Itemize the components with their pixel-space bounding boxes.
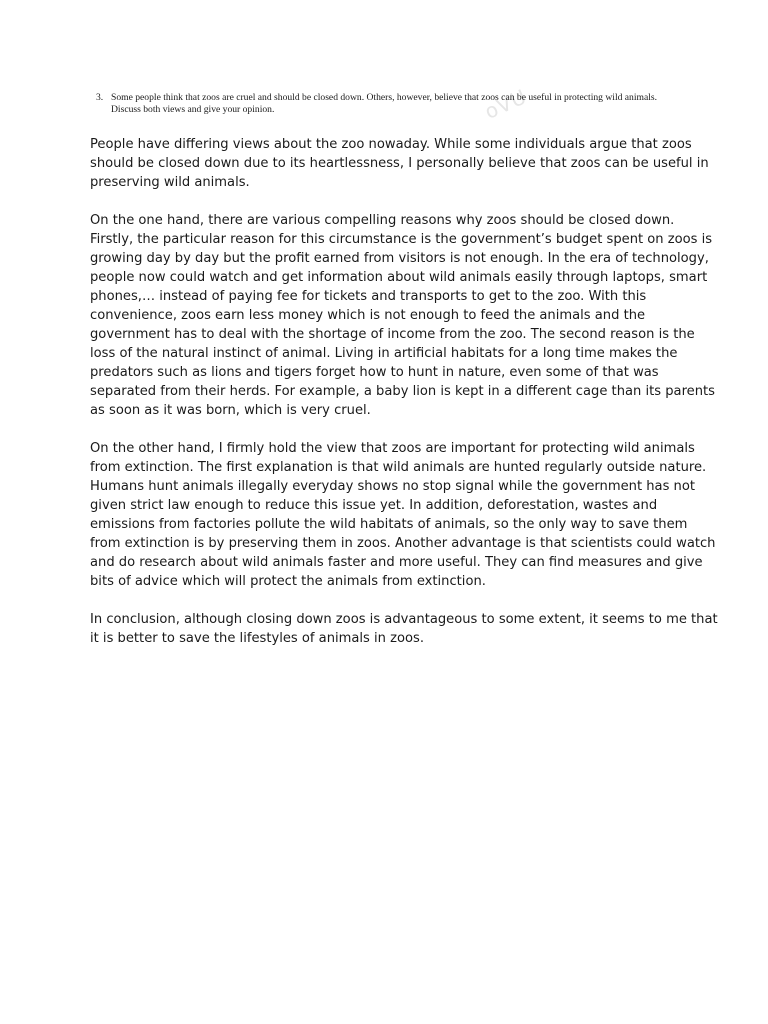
- paragraph-line: phones,… instead of paying fee for tickets and transports to get to the zoo. With this: [90, 289, 647, 304]
- paragraph-line: from extinction. The first explanation is that wild animals are hunted regularly outside nature.: [90, 460, 707, 475]
- paragraph-line: convenience, zoos earn less money which is not enough to feed the animals and the: [90, 308, 646, 323]
- paragraph-line: from extinction is by preserving them in zoos. Another advantage is that scientists could watch: [90, 536, 716, 551]
- essay-paragraph: [90, 610, 718, 648]
- paragraph-line: Firstly, the particular reason for this circumstance is the government’s budget spent on zoos is: [90, 232, 713, 247]
- essay-paragraph: [90, 439, 716, 591]
- paragraph-line: emissions from factories pollute the wild habitats of animals, so the only way to save them: [90, 517, 688, 532]
- paragraph-line: people now could watch and get information about wild animals easily through laptops, smart: [90, 270, 708, 285]
- paragraph-line: Humans hunt animals illegally everyday shows no stop signal while the government has not: [90, 479, 696, 494]
- paragraph-line: growing day by day but the profit earned from visitors is not enough. In the era of technology,: [90, 251, 709, 266]
- prompt-line: Discuss both views and give your opinion.: [111, 103, 275, 115]
- paragraph-line: given strict law enough to reduce this issue yet. In addition, deforestation, wastes and: [90, 498, 658, 513]
- paragraph-line: loss of the natural instinct of animal. Living in artificial habitats for a long time makes the: [90, 346, 678, 361]
- paragraph-line: should be closed down due to its heartlessness, I personally believe that zoos can be useful in: [90, 156, 709, 171]
- paragraph-line: On the one hand, there are various compelling reasons why zoos should be closed down.: [90, 213, 675, 228]
- paragraph-line: predators such as lions and tigers forget how to hunt in nature, even some of that was: [90, 365, 659, 380]
- paragraph-line: bits of advice which will protect the animals from extinction.: [90, 574, 486, 589]
- paragraph-line: On the other hand, I firmly hold the view that zoos are important for protecting wild animals: [90, 441, 695, 456]
- paragraph-line: it is better to save the lifestyles of animals in zoos.: [90, 631, 425, 646]
- paragraph-line: and do research about wild animals faster and more useful. They can find measures and give: [90, 555, 703, 570]
- paragraph-line: In conclusion, although closing down zoos is advantageous to some extent, it seems to me that: [90, 612, 718, 627]
- paragraph-line: separated from their herds. For example, a baby lion is kept in a different cage than its parents: [90, 384, 715, 399]
- essay-paragraph: [90, 211, 715, 420]
- essay-body: [90, 135, 718, 667]
- essay-paragraph: [90, 135, 709, 192]
- prompt-line: Some people think that zoos are cruel and should be closed down. Others, however, believe that zoos can be useful in protecting wild animals.: [111, 92, 658, 103]
- paragraph-line: government has to deal with the shortage of income from the zoo. The second reason is the: [90, 327, 695, 342]
- paragraph-line: People have differing views about the zoo nowaday. While some individuals argue that zoos: [90, 137, 692, 152]
- paragraph-line: as soon as it was born, which is very cruel.: [90, 403, 371, 418]
- prompt-number: 3.: [96, 92, 104, 103]
- essay-prompt: [96, 92, 676, 115]
- watermark-mark: oVU: [481, 84, 531, 124]
- paragraph-line: preserving wild animals.: [90, 175, 250, 190]
